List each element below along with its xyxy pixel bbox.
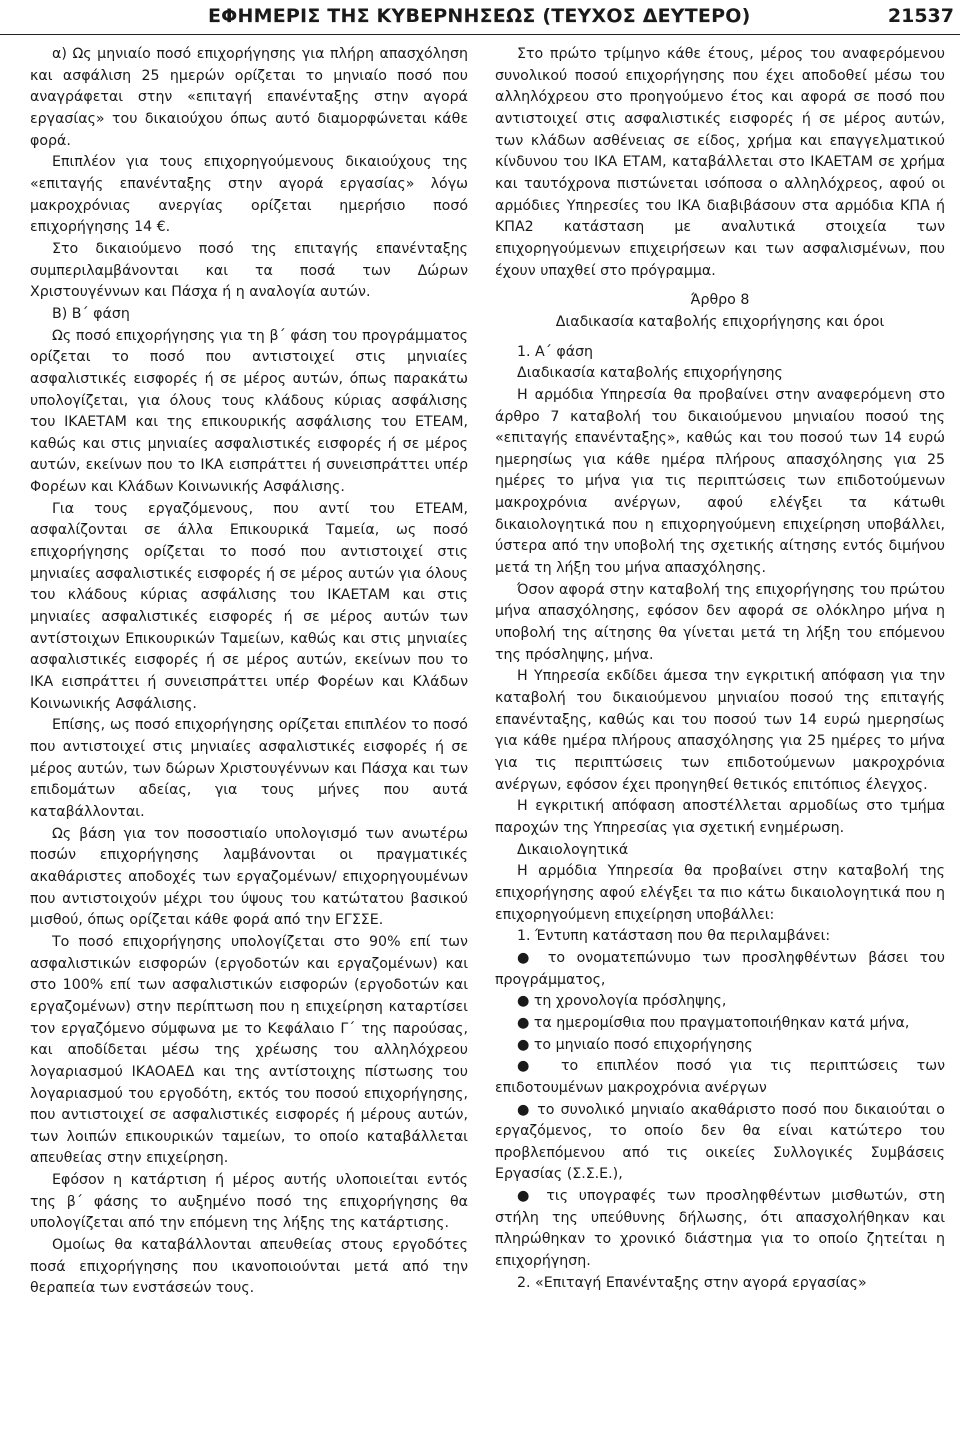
paragraph: Ως βάση για τον ποσοστιαίο υπολογισμό των ανωτέρω ποσών επιχορήγησης λαμβάνονται οι πραγματικές ακαθάριστες αποδοχές των εργαζομένων/ επιχορηγουμένων που αντιστοιχούν μέχρι του ύψους του κατώτατου βασικού μισθού, όπως ορίζεται κάθε φορά από την ΕΓΣΣΕ.: [30, 825, 468, 929]
documents-heading: Δικαιολογητικά: [517, 841, 629, 858]
paragraph: Η εγκριτική απόφαση αποστέλλεται αρμοδίως στο τμήμα παροχών της Υπηρεσίας για σχετική ενημέρωση.: [495, 798, 945, 836]
page-header: [0, 0, 960, 35]
list-item: ● το συνολικό μηνιαίο ακαθάριστο ποσό που δικαιούται ο εργαζόμενος, το οποίο δεν θα είναι κατώτερο του προβλεπόμενου από τις οικείες Συλλογικές Συμβάσεις Εργασίας (Σ.Σ.Ε.),: [495, 1101, 945, 1183]
item-heading: 2. «Επιταγή Επανένταξης στην αγορά εργασίας»: [517, 1274, 867, 1291]
section-heading-phase-b: Β) Β΄ φάση: [52, 305, 130, 322]
paragraph: Στο δικαιούμενο ποσό της επιταγής επανένταξης συμπεριλαμβάνονται και τα ποσά των Δώρων Χριστουγέννων και Πάσχα ή η αναλογία αυτών.: [30, 240, 468, 301]
paragraph: Η αρμόδια Υπηρεσία θα προβαίνει στην καταβολή της επιχορήγησης αφού ελέγξει τα πιο κάτω δικαιολογητικά που η επιχορηγούμενη επιχείρηση υποβάλλει:: [495, 863, 945, 923]
paragraph: Όσον αφορά στην καταβολή της επιχορήγησης του πρώτου μήνα απασχόλησης, εφόσον δεν αφορά σε ολόκληρο μήνα η υποβολή της αίτησης θα γίνεται μετά τη λήξη του επόμενου της πρόσληψης, μήνα.: [495, 581, 945, 663]
list-item: ● τα ημερομίσθια που πραγματοποιήθηκαν κατά μήνα,: [517, 1014, 910, 1031]
left-column: [30, 44, 468, 1300]
paragraph: α) Ως μηνιαίο ποσό επιχορήγησης για πλήρη απασχόληση και ασφάλιση 25 ημερών ορίζεται το μηνιαίο ποσό που αναγράφεται στην «επιταγή επανένταξης στην αγορά εργασίας» του δικαιούχου όπως αυτό διαμορφώνεται κάθε φορά.: [30, 46, 468, 149]
paragraph: Επιπλέον για τους επιχορηγούμενους δικαιούχους της «επιταγής επανένταξης στην αγορά εργασίας» λόγω μακροχρόνιας ανεργίας ορίζεται ημερήσιο ποσό επιχορήγησης 14 €.: [30, 154, 468, 236]
article-number: Άρθρο 8: [690, 292, 750, 309]
paragraph: Ως ποσό επιχορήγησης για τη β΄ φάση του προγράμματος ορίζεται το ποσό που αντιστοιχεί στις μηνιαίες ασφαλιστικές εισφορές ή σε μέρος αυτών, όπως παρακάτω υπολογίζεται, για όλους τους κλάδους κύριας ασφάλισης του ΙΚΑΕΤΑΜ και της επικουρικής ασφάλισης του ΕΤΕΑΜ, καθώς και στις μηνιαίες ασφαλιστικές εισφορές ή σε μέρος αυτών, εκείνων που το ΙΚΑ εισπράττει ή συνεισπράττει υπέρ Φορέων και Κλάδων Κοινωνικής Ασφάλισης.: [30, 327, 468, 496]
paragraph: Ομοίως θα καταβάλλονται απευθείας στους εργοδότες ποσά επιχορήγησης που ικανοποιούνται μετά από την θεραπεία των ενστάσεών τους.: [30, 1237, 468, 1297]
paragraph: Η αρμόδια Υπηρεσία θα προβαίνει στην αναφερόμενη στο άρθρο 7 καταβολή του δικαιούμενου μηνιαίου ποσού της «επιταγής επανένταξης», καθώς και του ποσού των 14 ευρώ ημερησίως για κάθε ημέρα πλήρους απασχόλησης για 25 ημέρες το μήνα για τις περιπτώσεις των επιδοτούμενων μακροχρόνια ανέργων, αφού ελέγξει τα κάτωθι δικαιολογητικά που η επιχορηγούμενη επιχείρηση υποβάλλει, ύστερα από την υποβολή της σχετικής αίτησης εντός διμήνου μετά τη λήξη του μήνα απασχόλησης.: [495, 386, 945, 577]
item-heading: 1. Έντυπη κατάσταση που θα περιλαμβάνει:: [517, 928, 831, 945]
list-item: ● τη χρονολογία πρόσληψης,: [517, 993, 727, 1010]
list-item: ● το μηνιαίο ποσό επιχορήγησης: [517, 1036, 753, 1053]
list-item: ● το ονοματεπώνυμο των προσληφθέντων βάσει του προγράμματος,: [495, 949, 945, 988]
paragraph: Το ποσό επιχορήγησης υπολογίζεται στο 90% επί των ασφαλιστικών εισφορών (εργοδοτών και εργαζομένων) και στο 100% επί των ασφαλιστικών εισφορών (εργοδοτών και εργαζομένων) στην περίπτωση που η επιχείρηση καταρτίσει τον εργαζόμενο σύμφωνα με το Κεφάλαιο Γ΄ της παρούσας, και αποδίδεται μέσω της χρέωσης του αλληλόχρεου λογαριασμού ΙΚΑΟΑΕΔ και της αντίστοιχης πίστωσης του λογαριασμού του εργοδότη, εκτός του ποσού επιχορήγησης, που αντιστοιχεί σε ασφαλιστικές εισφορές ή μέρους αυτών, των λοιπών επικουρικών ταμείων, το οποίο καταβάλλεται απευθείας στην επιχείρηση.: [30, 933, 468, 1167]
article-title: Διαδικασία καταβολής επιχορήγησης και όροι: [555, 313, 885, 330]
paragraph: Στο πρώτο τρίμηνο κάθε έτους, μέρος του αναφερόμενου συνολικού ποσού επιχορήγησης που έχει αποδοθεί μέσω του αλληλόχρεου στο προηγούμενο έτος και αφορά σε ποσό που αντιστοιχεί στις ασφαλιστικές εισφορές ή σε μέρος αυτών, των κλάδων ασθένειας σε είδος, χρήμα και επαγγελματικού κίνδυνου του ΙΚΑ ΕΤΑΜ, καταβάλλεται στο ΙΚΑΕΤΑΜ σε χρήμα και ταυτόχρονα πιστώνεται ισόποσα ο αλληλόχρεος, αφού οι αρμόδιες Υπηρεσίες του ΙΚΑ διαβιβάσουν στα αρμόδια ΚΠΑ ή ΚΠΑ2 κατάσταση με αναλυτικά στοιχεία των επιχορηγούμενων επιχειρήσεων και των ασφαλισμένων, που έχουν υπαχθεί στο πρόγραμμα.: [495, 46, 945, 279]
right-column: [495, 44, 945, 1294]
paragraph: Εφόσον η κατάρτιση ή μέρος αυτής υλοποιείται εντός της β΄ φάσης το αυξημένο ποσό της επιχορήγησης θα υπολογίζεται από την επόμενη της λήξης της κατάρτισης.: [30, 1172, 468, 1232]
gazette-title: ΕΦΗΜΕΡΙΣ ΤΗΣ ΚΥΒΕΡΝΗΣΕΩΣ (ΤΕΥΧΟΣ ΔΕΥΤΕΡΟ): [208, 5, 751, 27]
list-item: ● τις υπογραφές των προσληφθέντων μισθωτών, στη στήλη της υπεύθυνης δήλωσης, ότι απασχολήθηκαν και πληρώθηκαν το χρονικό διάστημα για το οποίο ζητείται η επιχορήγηση.: [495, 1188, 945, 1270]
phase-heading: 1. Α΄ φάση: [517, 343, 594, 360]
list-item: ● το επιπλέον ποσό για τις περιπτώσεις των επιδοτουμένων μακροχρόνια ανέργων: [495, 1058, 945, 1096]
paragraph: Επίσης, ως ποσό επιχορήγησης ορίζεται επιπλέον το ποσό που αντιστοιχεί στις μηνιαίες ασφαλιστικές εισφορές ή σε μέρος αυτών, των δώρων Χριστουγέννων και Πάσχα και των επιδομάτων αδείας, για τους μήνες που αυτά καταβάλλονται.: [30, 717, 468, 820]
paragraph: Η Υπηρεσία εκδίδει άμεσα την εγκριτική απόφαση για την καταβολή του δικαιούμενου μηνιαίου ποσού της επιταγής επανένταξης, καθώς και του ποσού των 14 ευρώ ημερησίως για κάθε ημέρα πλήρους απασχόλησης για 25 ημέρες το μήνα για τις περιπτώσεις των επιδοτούμενων μακροχρόνια ανέργων, εφόσον έχει προηγηθεί θετικός επιτόπιος έλεγχος.: [495, 668, 945, 793]
page-number: 21537: [887, 5, 954, 27]
paragraph: Για τους εργαζόμενους, που αντί του ΕΤΕΑΜ, ασφαλίζονται σε άλλα Επικουρικά Ταμεία, ως ποσό επιχορήγησης ορίζεται το ποσό που αντιστοιχεί στις μηνιαίες ασφαλιστικές εισφορές ή σε μέρος αυτών για όλους του κλάδους κύριας ασφάλισης του ΙΚΑΕΤΑΜ και στις μηνιαίες ασφαλιστικές εισφορές ή σε μέρος αυτών των αντίστοιχων Επικουρικών Ταμείων, καθώς και στις μηνιαίες ασφαλιστικές εισφορές ή σε μέρος αυτών, εκείνων που το ΙΚΑ εισπράττει ή συνεισπράττει υπέρ Φορέων και Κλάδων Κοινωνικής Ασφάλισης.: [30, 500, 468, 712]
phase-subheading: Διαδικασία καταβολής επιχορήγησης: [517, 365, 783, 382]
